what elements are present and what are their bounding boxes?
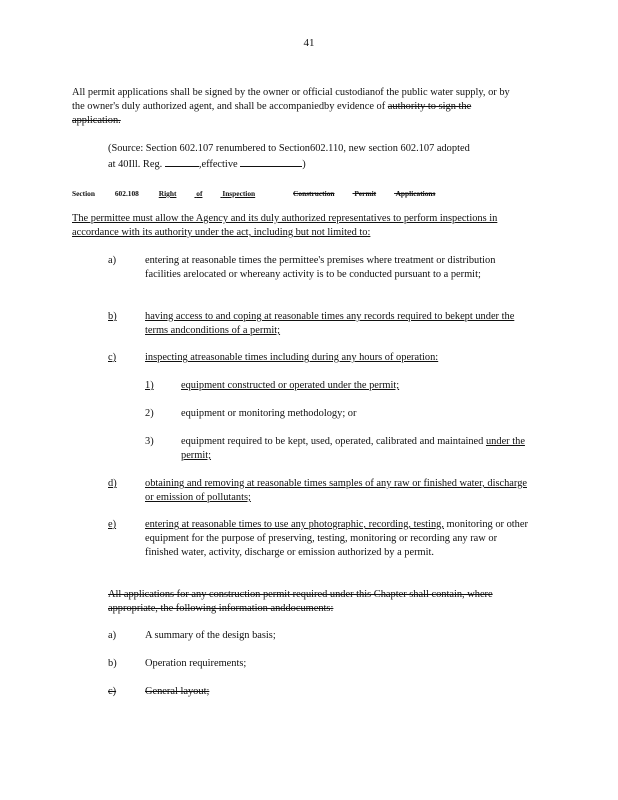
list-c-text: General layout;	[145, 686, 210, 697]
list-b-text: Operation requirements;	[145, 658, 247, 669]
source-line-2: at 40Ill. Reg. ,effective )	[108, 156, 528, 172]
subitem-3-label: 3)	[145, 436, 154, 447]
subitem-3-text: equipment required to be kept, used, operated, calibrated and maintained under the permit;	[181, 436, 525, 461]
list-c-label: c)	[108, 686, 117, 697]
struck-paragraph: All applications for any construction permit required under this Chapter shall contain, where appropriate, the following information anddocuments:	[108, 589, 493, 614]
source-line-1: (Source: Section 602.107 renumbered to Section602.110, new section 602.107 adopted	[108, 143, 470, 154]
list-b-label: b)	[108, 658, 117, 669]
item-d-text: obtaining and removing at reasonable times samples of any raw or finished water, discharge or emission of pollutants;	[145, 478, 527, 503]
item-a-label: a)	[108, 255, 117, 266]
list-a-text: A summary of the design basis;	[145, 630, 276, 641]
intro-text: All permit applications shall be signed by the owner or official custodianof the public water supply, or by the owner's duly authorized agent, and shall be accompaniedby evidence of	[72, 87, 510, 112]
item-d-label: d)	[108, 478, 117, 489]
list-a-label: a)	[108, 630, 117, 641]
inspection-intro: The permittee must allow the Agency and its duly authorized representatives to perform inspections in accordance with its authority under the act, including but not limited to:	[72, 213, 498, 238]
subitem-2-text: equipment or monitoring methodology; or	[181, 408, 357, 419]
item-b-text: having access to and coping at reasonable times any records required to bekept under the terms andconditions of a permit;	[145, 311, 515, 336]
item-c-label: c)	[108, 352, 117, 363]
register-blank	[165, 156, 199, 167]
effective-date-blank	[240, 156, 302, 167]
source-note	[108, 142, 528, 172]
section-heading: Section 602.108 Right of Inspection Construction Permit Applications	[72, 189, 436, 198]
subitem-1-text: equipment constructed or operated under the permit;	[181, 380, 400, 391]
intro-paragraph	[72, 86, 512, 128]
subitem-1-label: 1)	[145, 380, 154, 391]
item-e-label: e)	[108, 519, 117, 530]
item-c-text: inspecting atreasonable times including during any hours of operation:	[145, 352, 439, 363]
subitem-2-label: 2)	[145, 408, 154, 419]
item-e-text: entering at reasonable times to use any photographic, recording, testing, monitoring or other equipment for the purpose of preserving, testing, monitoring or recording any raw or finished water, activity, discharge or emission authorized by a permit.	[145, 519, 528, 558]
page-number: 41	[303, 37, 315, 49]
item-a-text: entering at reasonable times the permittee's premises where treatment or distribution facilities arelocated or whereany activity is to be conducted pursuant to a permit;	[145, 255, 496, 280]
intro-struck-text: authority to sign the application.	[72, 101, 472, 126]
item-b-label: b)	[108, 311, 117, 322]
